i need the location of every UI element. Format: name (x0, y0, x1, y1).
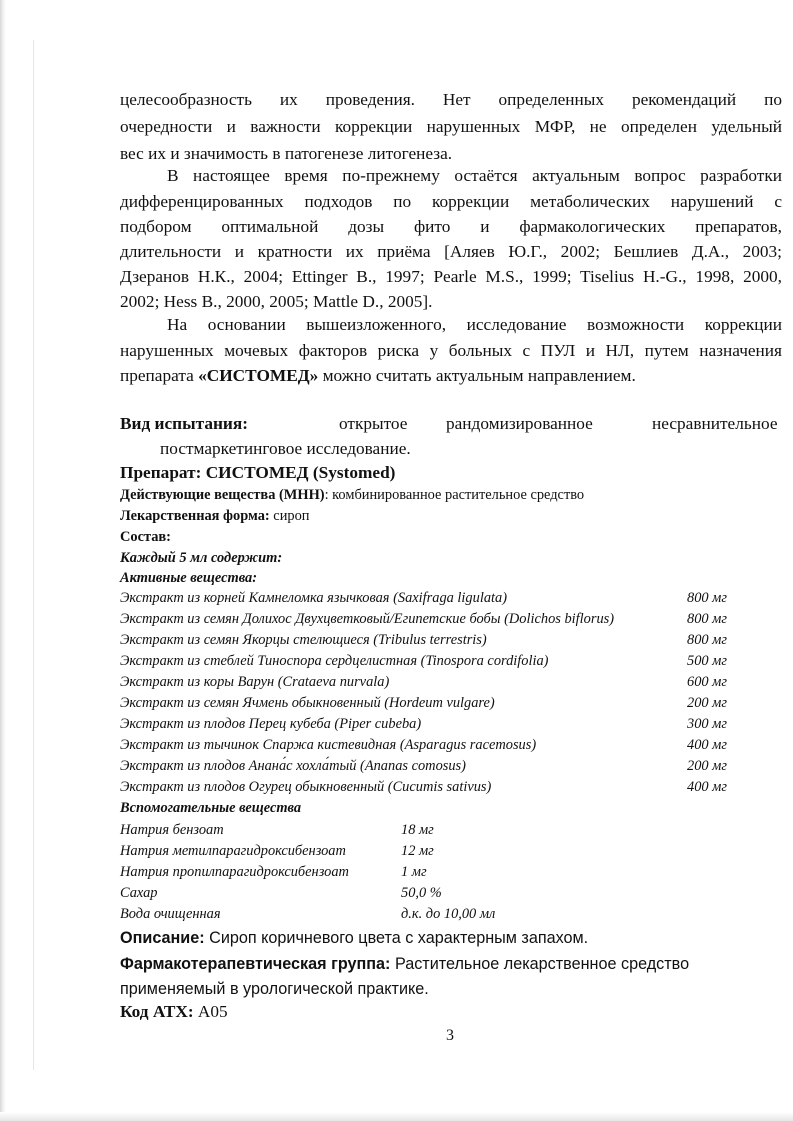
excipient-amount: 12 мг (401, 843, 434, 859)
trial-label: Вид испытания: (120, 414, 248, 433)
drug-title: Препарат: СИСТОМЕД (Systomed) (120, 463, 396, 482)
ingredient-name: Экстракт из плодов Анана́с хохла́тый (Ananas comosus) (120, 758, 466, 774)
pharm-group-line (120, 955, 689, 974)
dosage-form-line (120, 508, 309, 525)
excipient-name: Сахар (120, 885, 158, 901)
ingredient-name: Экстракт из стеблей Тиноспора сердцелистная (Tinospora cordifolia) (120, 653, 549, 669)
trial-word-randomized: рандомизированное (446, 414, 593, 433)
excipient-name: Натрия метилпарагидроксибензоат (120, 843, 346, 859)
para2-line-3: подбором оптимальной дозы фито и фармакологических препаратов, (120, 217, 782, 236)
ingredient-name: Экстракт из тычинок Спаржа кистевидная (Asparagus racemosus) (120, 737, 537, 753)
atc-code-label: Код АТХ: (120, 1002, 194, 1021)
para2-line-4: длительности и кратности их приёма [Аляев Ю.Г., 2002; Бешлиев Д.А., 2003; (120, 242, 782, 261)
ingredient-name: Экстракт из корней Камнеломка язычковая (Saxifraga ligulata) (120, 590, 507, 606)
ingredient-amount: 300 мг (687, 716, 727, 732)
excipient-amount: 50,0 % (401, 885, 442, 901)
para3-line-3-pre: препарата (120, 366, 199, 385)
ingredient-amount: 400 мг (687, 737, 727, 753)
pharm-group-label: Фармакотерапевтическая группа: (120, 955, 391, 973)
dosage-form-label: Лекарственная форма: (120, 508, 270, 524)
para2-line-1: В настоящее время по-прежнему остаётся актуальным вопрос разработки (167, 166, 782, 185)
per-dose-label: Каждый 5 мл содержит: (120, 550, 283, 566)
trial-word-open: открытое (339, 414, 408, 433)
para3-line-2: нарушенных мочевых факторов риска у больных с ПУЛ и НЛ, путем назначения (120, 341, 782, 360)
para2-line-2: дифференцированных подходов по коррекции метаболических нарушений с (120, 192, 782, 211)
excipient-name: Натрия пропилпарагидроксибензоат (120, 864, 349, 880)
ingredient-name: Экстракт из плодов Огурец обыкновенный (Cucumis sativus) (120, 779, 492, 795)
atc-code-value: A05 (193, 1002, 228, 1021)
para3-line-3 (120, 366, 636, 386)
excipient-amount: 18 мг (401, 822, 434, 838)
ingredient-amount: 400 мг (687, 779, 727, 795)
intro-line-1: целесообразность их проведения. Нет определенных рекомендаций по (120, 90, 782, 109)
para2-line-6: 2002; Hess B., 2000, 2005; Mattle D., 2005]. (120, 292, 433, 311)
page-number: 3 (446, 1027, 454, 1044)
scan-edge (0, 0, 6, 1121)
description-label: Описание: (120, 929, 205, 947)
active-substances-value: : комбинированное растительное средство (324, 487, 585, 503)
excipients-header: Вспомогательные вещества (120, 800, 302, 816)
scan-edge-bottom (0, 1112, 793, 1121)
ingredient-amount: 800 мг (687, 632, 727, 648)
scan-margin-line (33, 40, 34, 1070)
ingredient-amount: 800 мг (687, 611, 727, 627)
active-substances-label: Действующие вещества (МНН) (120, 487, 325, 503)
intro-line-3: вес их и значимость в патогенезе литогенеза. (120, 144, 453, 163)
para3-line-1: На основании вышеизложенного, исследование возможности коррекции (167, 315, 782, 334)
composition-label: Состав: (120, 529, 171, 545)
pharm-group-value: Растительное лекарственное средство (390, 955, 690, 973)
ingredient-name: Экстракт из семян Якорцы стелющиеся (Tribulus terrestris) (120, 632, 487, 648)
ingredient-name: Экстракт из плодов Перец кубеба (Piper cubeba) (120, 716, 422, 732)
pharm-group-line-2: применяемый в урологической практике. (120, 980, 429, 998)
ingredient-amount: 500 мг (687, 653, 727, 669)
para2-line-5: Дзеранов Н.К., 2004; Ettinger B., 1997; Pearle M.S., 1999; Tiselius H.-G., 1998, 2000, (120, 267, 782, 286)
dosage-form-value: сироп (269, 508, 310, 524)
excipient-amount: 1 мг (401, 864, 427, 880)
excipient-name: Натрия бензоат (120, 822, 224, 838)
ingredient-name: Экстракт из семян Долихос Двухцветковый/Египетские бобы (Dolichos biflorus) (120, 611, 615, 627)
description-value: Сироп коричневого цвета с характерным запахом. (204, 929, 589, 947)
ingredient-name: Экстракт из семян Ячмень обыкновенный (Hordeum vulgare) (120, 695, 495, 711)
drug-brand-inline: «СИСТОМЕД» (198, 366, 319, 385)
ingredient-amount: 200 мг (687, 695, 727, 711)
intro-line-2: очередности и важности коррекции нарушенных МФР, не определен удельный (120, 117, 782, 136)
active-substances-line (120, 487, 584, 504)
ingredient-name: Экстракт из коры Варун (Crataeva nurvala) (120, 674, 390, 690)
atc-code-line (120, 1002, 228, 1022)
trial-word-noncomparative: несравнительное (652, 414, 778, 433)
trial-line-2: постмаркетинговое исследование. (160, 439, 411, 458)
excipient-name: Вода очищенная (120, 906, 221, 922)
description-line (120, 929, 588, 948)
active-header: Активные вещества: (120, 570, 258, 586)
ingredient-amount: 200 мг (687, 758, 727, 774)
ingredient-amount: 600 мг (687, 674, 727, 690)
para3-line-3-post: можно считать актуальным направлением. (318, 366, 636, 385)
excipient-amount: д.к. до 10,00 мл (401, 906, 496, 922)
ingredient-amount: 800 мг (687, 590, 727, 606)
